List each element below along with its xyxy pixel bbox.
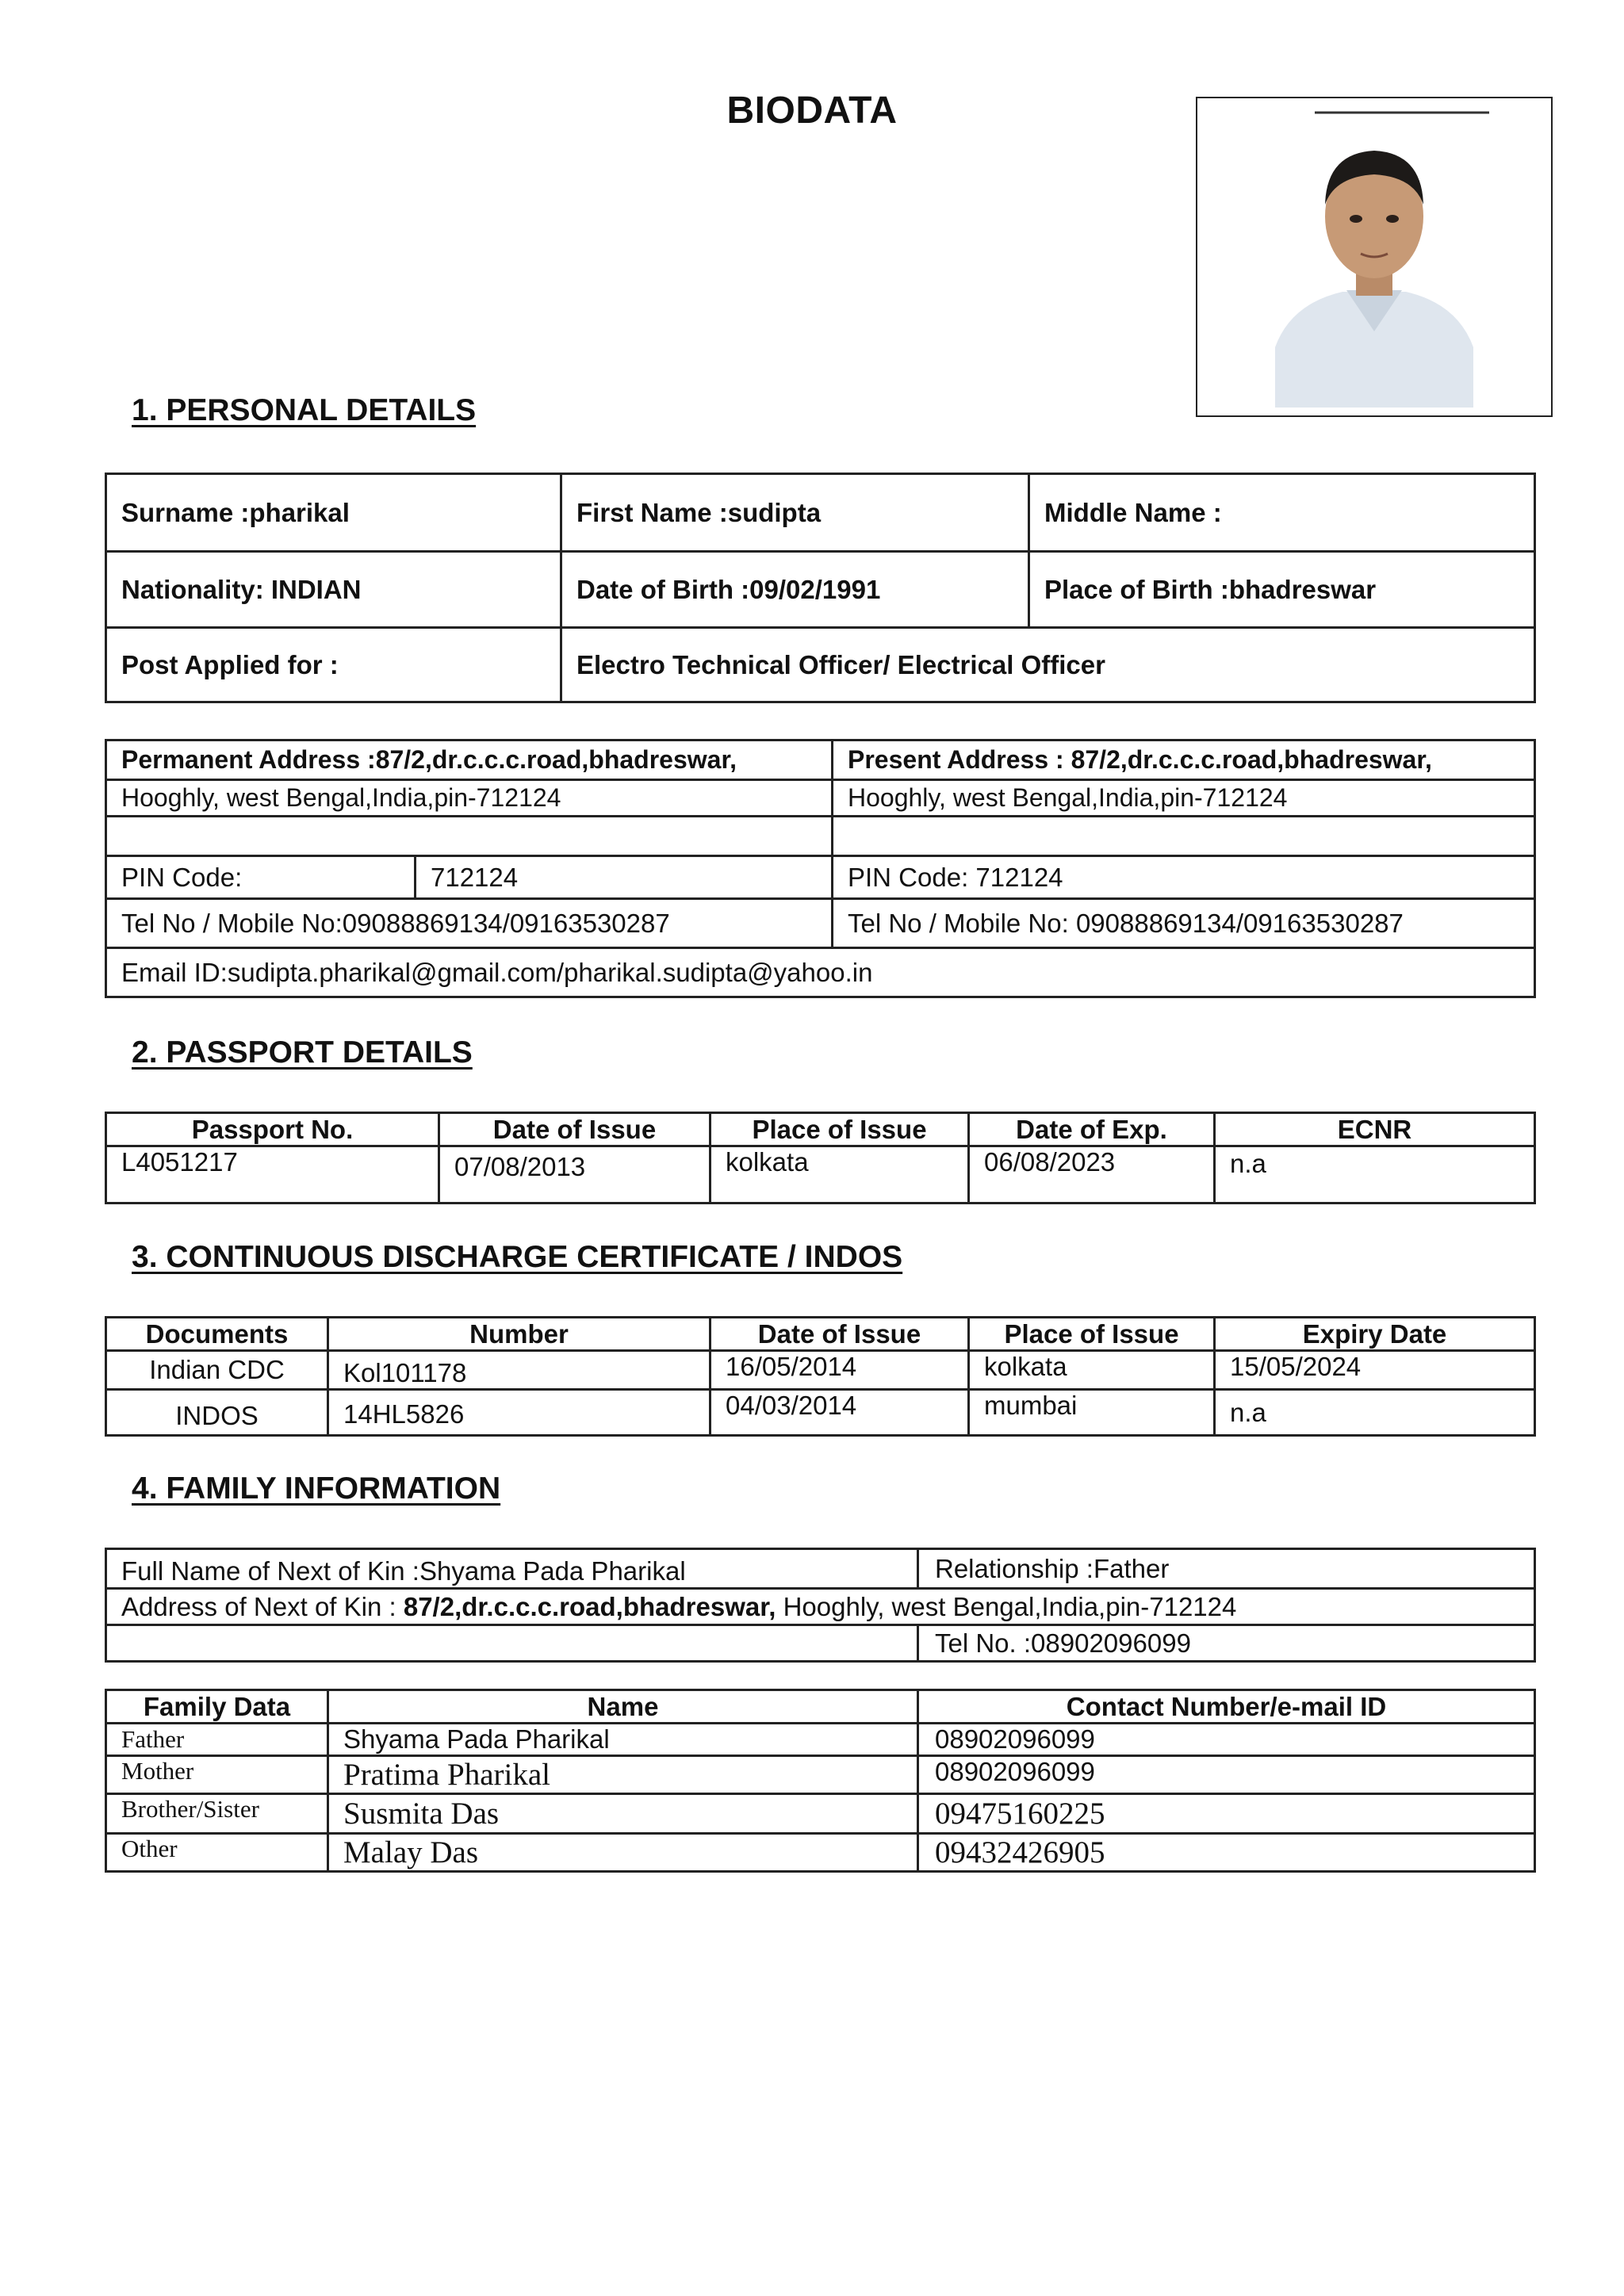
surname-cell: Surname :pharikal: [106, 474, 561, 552]
cdc-header: Expiry Date: [1215, 1318, 1535, 1351]
cdc-expiry-cell: n.a: [1215, 1390, 1535, 1436]
passport-photo: [1196, 97, 1553, 417]
kin-tel-cell: Tel No. :08902096099: [918, 1625, 1535, 1662]
section-cdc-heading: 3. CONTINUOUS DISCHARGE CERTIFICATE / INDOS: [132, 1240, 903, 1274]
email-cell: Email ID:sudipta.pharikal@gmail.com/pharikal.sudipta@yahoo.in: [106, 948, 1535, 997]
cdc-issue-date-cell: 04/03/2014: [710, 1390, 969, 1436]
cdc-expiry-cell: 15/05/2024: [1215, 1351, 1535, 1390]
family-name-cell: Pratima Pharikal: [328, 1756, 918, 1794]
family-data-table: [105, 1689, 1536, 1873]
cdc-doc-cell: Indian CDC: [106, 1351, 328, 1390]
kin-address-label: Address of Next of Kin :: [121, 1591, 404, 1621]
cdc-issue-place-cell: kolkata: [969, 1351, 1215, 1390]
section-personal-heading: 1. PERSONAL DETAILS: [132, 393, 477, 427]
post-label-cell: Post Applied for :: [106, 628, 561, 702]
passport-header: Date of Issue: [439, 1113, 710, 1146]
permanent-address-line2: Hooghly, west Bengal,India,pin-712124: [106, 780, 833, 817]
tel-permanent-cell: Tel No / Mobile No:09088869134/09163530287: [106, 899, 833, 948]
post-value-cell: Electro Technical Officer/ Electrical Officer: [561, 628, 1535, 702]
page-title: BIODATA: [726, 90, 898, 132]
cdc-doc-cell: INDOS: [106, 1390, 328, 1436]
family-name-cell: Shyama Pada Pharikal: [328, 1724, 918, 1756]
blank-cell: [106, 1625, 918, 1662]
passport-issue-date-cell: 07/08/2013: [439, 1146, 710, 1203]
cdc-header: Date of Issue: [710, 1318, 969, 1351]
passport-header: Date of Exp.: [969, 1113, 1215, 1146]
tel-present-cell: Tel No / Mobile No: 09088869134/09163530287: [833, 899, 1535, 948]
passport-header: Passport No.: [106, 1113, 439, 1146]
cdc-number-cell: 14HL5826: [328, 1390, 710, 1436]
cdc-number-cell: Kol101178: [328, 1351, 710, 1390]
family-name-cell: Malay Das: [328, 1834, 918, 1872]
next-of-kin-table: [105, 1548, 1536, 1663]
present-pin-cell: PIN Code: 712124: [833, 856, 1535, 899]
family-relation-cell: Father: [106, 1724, 328, 1756]
middle-name-cell: Middle Name :: [1029, 474, 1535, 552]
passport-expiry-cell: 06/08/2023: [969, 1146, 1215, 1203]
dob-cell: Date of Birth :09/02/1991: [561, 552, 1029, 628]
cdc-header: Documents: [106, 1318, 328, 1351]
family-header: Name: [328, 1690, 918, 1724]
passport-number-cell: L4051217: [106, 1146, 439, 1203]
passport-header: ECNR: [1215, 1113, 1535, 1146]
family-contact-cell: 09432426905: [918, 1834, 1535, 1872]
kin-relationship-cell: Relationship :Father: [918, 1549, 1535, 1589]
family-header: Contact Number/e-mail ID: [918, 1690, 1535, 1724]
passport-header: Place of Issue: [710, 1113, 969, 1146]
family-contact-cell: 08902096099: [918, 1724, 1535, 1756]
pin-value-cell: 712124: [416, 856, 833, 899]
cdc-issue-place-cell: mumbai: [969, 1390, 1215, 1436]
passport-table: [105, 1112, 1536, 1204]
cdc-header: Number: [328, 1318, 710, 1351]
pob-cell: Place of Birth :bhadreswar: [1029, 552, 1535, 628]
present-address-line1: Present Address : 87/2,dr.c.c.c.road,bhadreswar,: [833, 740, 1535, 780]
family-contact-cell: 09475160225: [918, 1794, 1535, 1834]
cdc-header: Place of Issue: [969, 1318, 1215, 1351]
permanent-address-line1: Permanent Address :87/2,dr.c.c.c.road,bhadreswar,: [106, 740, 833, 780]
family-contact-cell: 08902096099: [918, 1756, 1535, 1794]
kin-name-cell: Full Name of Next of Kin :Shyama Pada Pharikal: [106, 1549, 918, 1589]
family-name-cell: Susmita Das: [328, 1794, 918, 1834]
present-address-line2: Hooghly, west Bengal,India,pin-712124: [833, 780, 1535, 817]
personal-details-table: [105, 473, 1536, 703]
nationality-cell: Nationality: INDIAN: [106, 552, 561, 628]
pin-label-cell: PIN Code:: [106, 856, 416, 899]
section-passport-heading: 2. PASSPORT DETAILS: [132, 1035, 473, 1070]
family-relation-cell: Other: [106, 1834, 328, 1872]
section-family-heading: 4. FAMILY INFORMATION: [132, 1471, 501, 1506]
first-name-cell: First Name :sudipta: [561, 474, 1029, 552]
blank-cell: [106, 817, 833, 856]
address-table: [105, 739, 1536, 998]
kin-address-bold: 87/2,dr.c.c.c.road,bhadreswar,: [403, 1591, 776, 1621]
cdc-issue-date-cell: 16/05/2014: [710, 1351, 969, 1390]
kin-address-cell: [106, 1589, 1535, 1625]
person-photo-icon: [1259, 109, 1489, 408]
family-relation-cell: Brother/Sister: [106, 1794, 328, 1834]
passport-issue-place-cell: kolkata: [710, 1146, 969, 1203]
family-relation-cell: Mother: [106, 1756, 328, 1794]
family-header: Family Data: [106, 1690, 328, 1724]
cdc-table: [105, 1316, 1536, 1437]
passport-ecnr-cell: n.a: [1215, 1146, 1535, 1203]
kin-address-rest: Hooghly, west Bengal,India,pin-712124: [776, 1591, 1237, 1621]
blank-cell: [833, 817, 1535, 856]
